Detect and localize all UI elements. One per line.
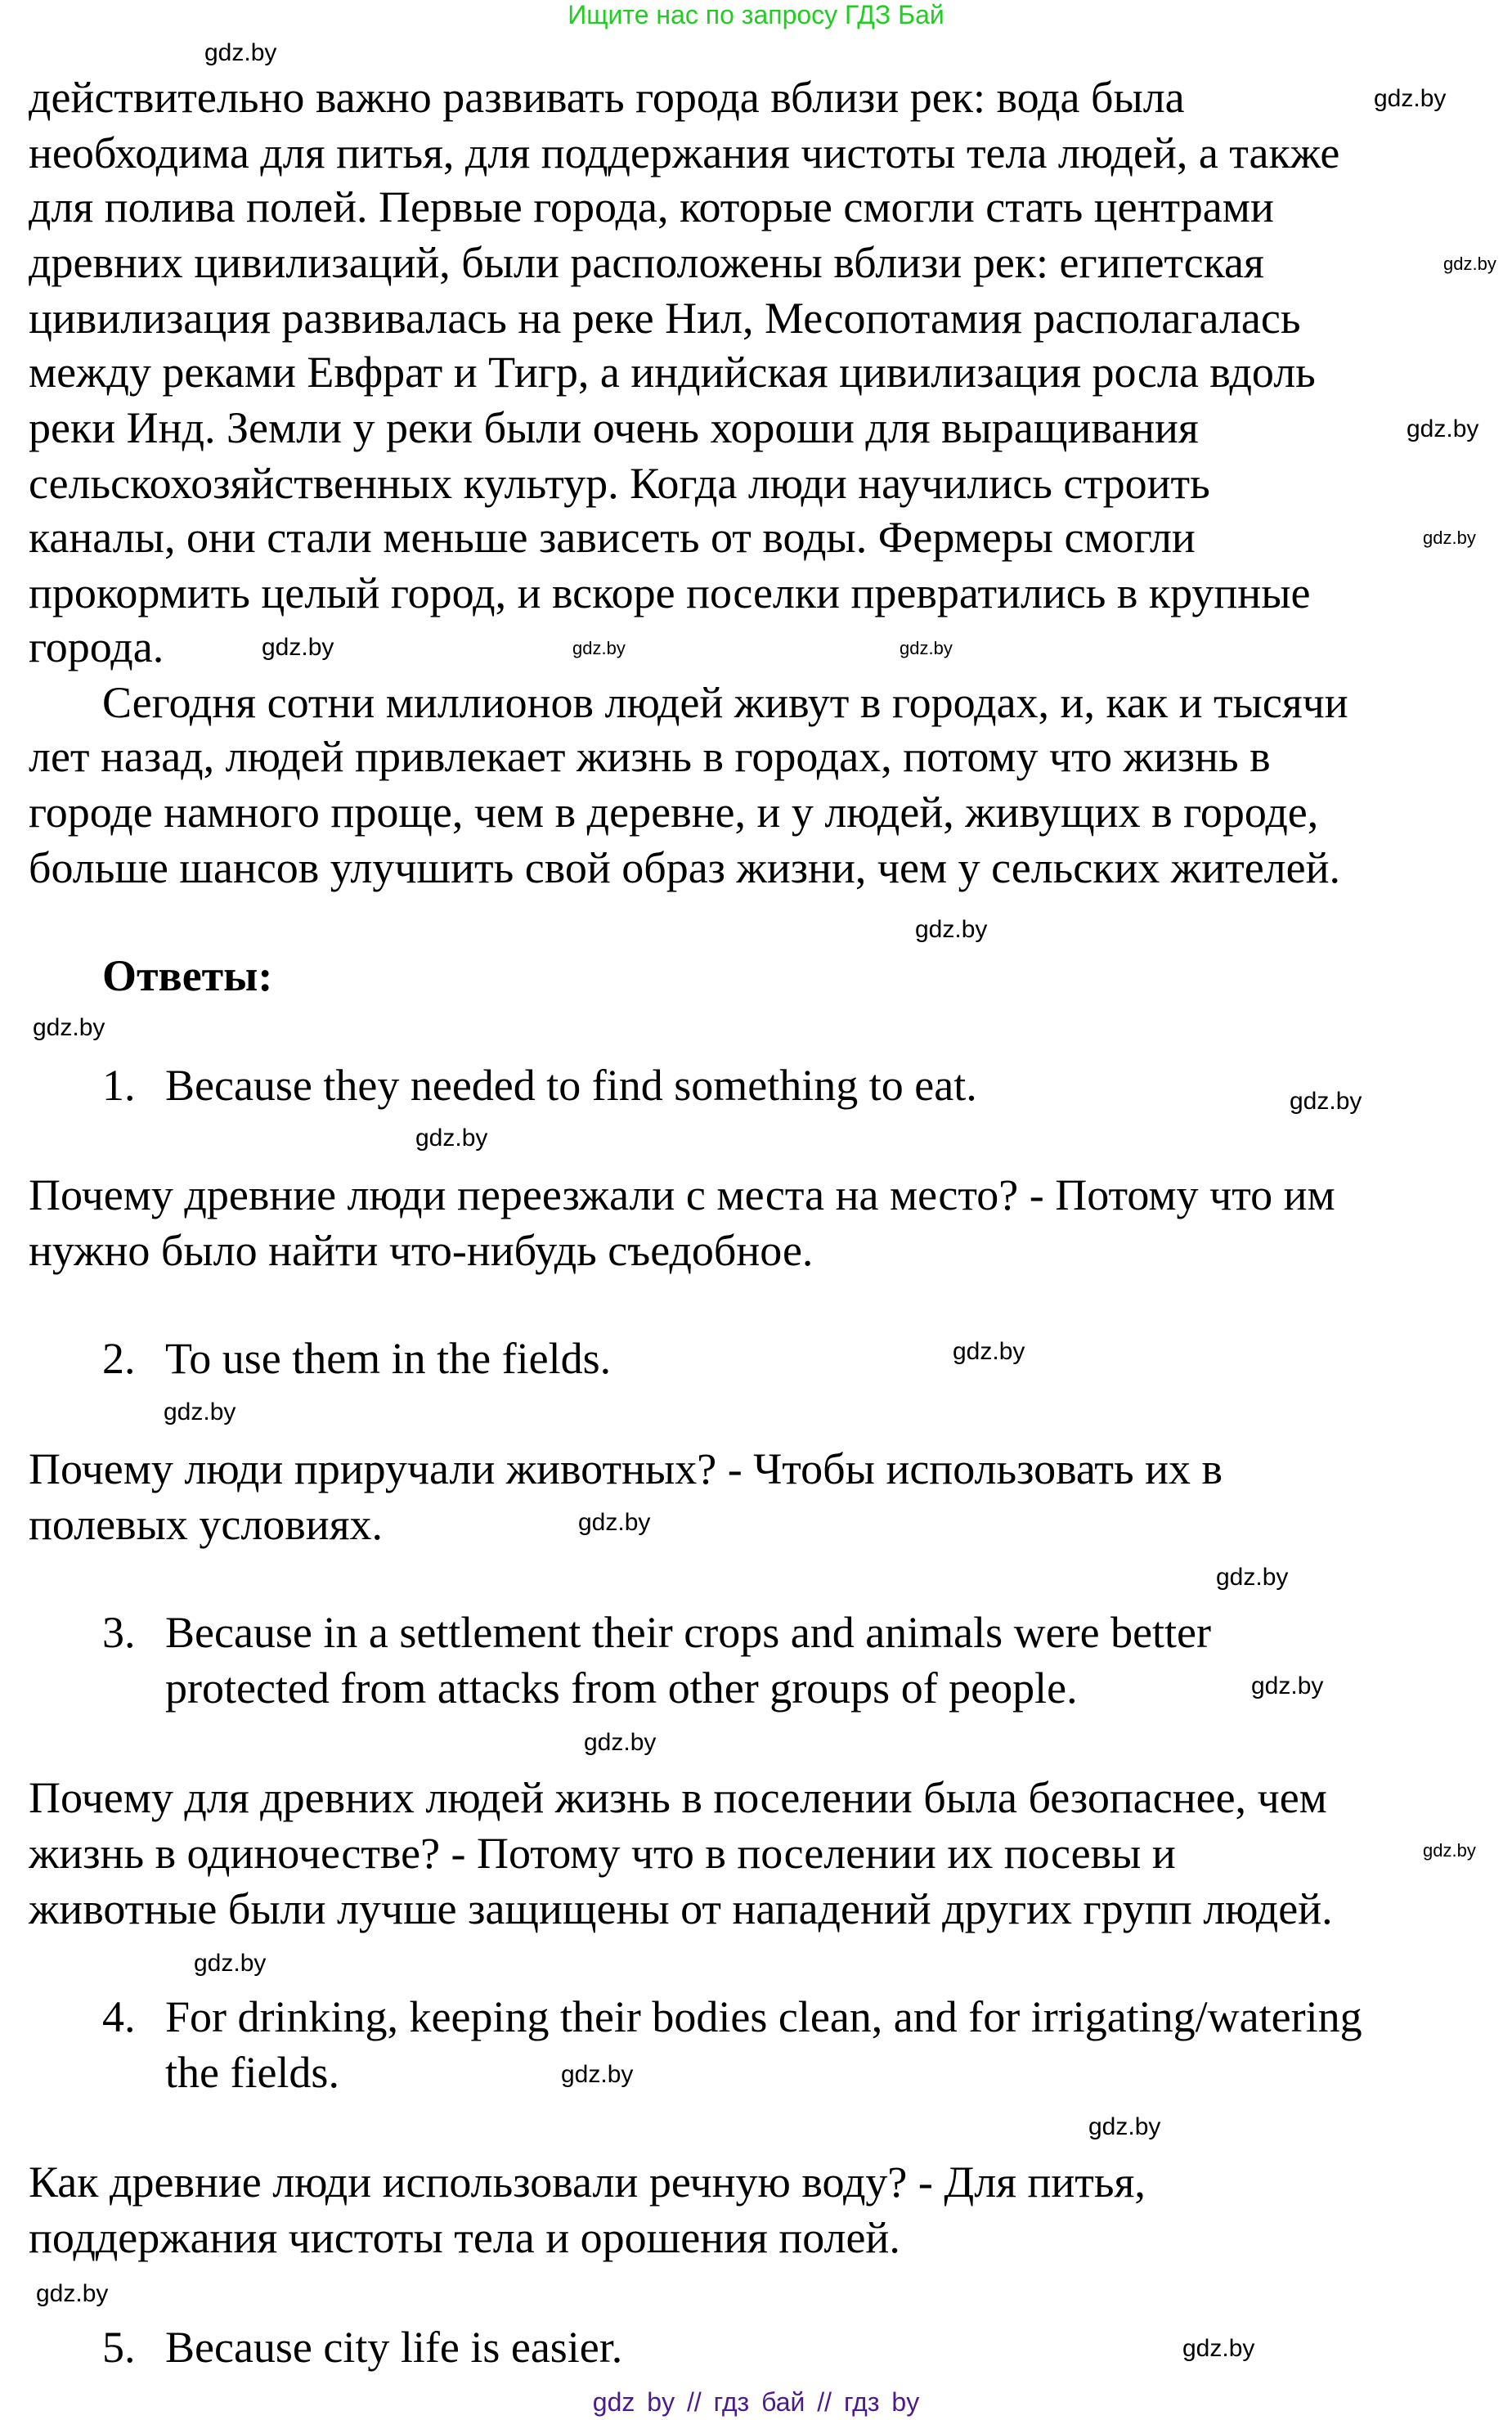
watermark: gdz.by: [164, 1399, 236, 1426]
watermark: gdz.by: [584, 1729, 657, 1756]
text-line: города.: [29, 622, 164, 671]
watermark: gdz.by: [953, 1338, 1025, 1365]
text-line: между реками Евфрат и Тигр, а индийская цивилизация росла вдоль: [29, 348, 1316, 397]
answer-english: To use them in the fields.: [165, 1334, 612, 1383]
text-line: действительно важно развивать города вблизи рек: вода была: [29, 73, 1185, 122]
answer-number: 1.: [102, 1061, 136, 1110]
text-line: каналы, они стали меньше зависеть от воды. Фермеры смогли: [29, 513, 1196, 562]
footer-links[interactable]: gdz by // гдз бай // гдз by: [592, 2387, 920, 2417]
text-line: необходима для питья, для поддержания чистоты тела людей, а также: [29, 128, 1340, 177]
watermark: gdz.by: [33, 1014, 105, 1041]
watermark: gdz.by: [572, 638, 626, 658]
text-line: прокормить целый город, и вскоре поселки превратились в крупные: [29, 568, 1311, 617]
watermark: gdz.by: [1407, 415, 1479, 442]
watermark: gdz.by: [1290, 1088, 1362, 1115]
answers-heading: Ответы:: [102, 951, 273, 1000]
watermark: gdz.by: [1374, 85, 1447, 112]
watermark: gdz.by: [1216, 1564, 1289, 1591]
answer-russian: нужно было найти что-нибудь съедобное.: [29, 1226, 814, 1275]
answer-russian: животные были лучше защищены от нападений других групп людей.: [29, 1884, 1333, 1933]
answer-number: 2.: [102, 1334, 136, 1383]
answer-russian: Почему для древних людей жизнь в поселении была безопаснее, чем: [29, 1773, 1327, 1822]
watermark: gdz.by: [36, 2280, 109, 2307]
watermark: gdz.by: [194, 1950, 267, 1977]
answer-number: 5.: [102, 2323, 136, 2372]
answer-number: 3.: [102, 1608, 136, 1657]
watermark: gdz.by: [1088, 2113, 1161, 2140]
text-line: реки Инд. Земли у реки были очень хороши для выращивания: [29, 403, 1199, 452]
text-line: городе намного проще, чем в деревне, и у людей, живущих в городе,: [29, 788, 1319, 837]
text-line: цивилизация развивалась на реке Нил, Месопотамия располагалась: [29, 294, 1301, 343]
answer-russian: поддержания чистоты тела и орошения полей.: [29, 2213, 900, 2262]
text-line: сельскохозяйственных культур. Когда люди научились строить: [29, 459, 1210, 508]
answer-russian: Почему древние люди переезжали с места на место? - Потому что им: [29, 1170, 1335, 1219]
text-line: лет назад, людей привлекает жизнь в городах, потому что жизнь в: [29, 732, 1271, 781]
watermark: gdz.by: [1423, 1840, 1476, 1861]
watermark: gdz.by: [1251, 1672, 1324, 1699]
watermark: gdz.by: [415, 1125, 488, 1152]
text-line: древних цивилизаций, были расположены вблизи рек: египетская: [29, 238, 1264, 287]
text-line: больше шансов улучшить свой образ жизни, чем у сельских жителей.: [29, 843, 1340, 892]
watermark: gdz.by: [578, 1509, 651, 1536]
answer-number: 4.: [102, 1992, 136, 2041]
header-banner: Ищите нас по запросу ГДЗ Бай: [568, 0, 944, 29]
watermark: gdz.by: [915, 916, 988, 943]
watermark: gdz.by: [1182, 2335, 1255, 2362]
watermark: gdz.by: [204, 39, 277, 66]
answer-english: Because they needed to find something to eat.: [165, 1061, 977, 1110]
watermark: gdz.by: [900, 638, 953, 658]
text-line: Сегодня сотни миллионов людей живут в городах, и, как и тысячи: [102, 678, 1348, 727]
answer-english: protected from attacks from other groups of people.: [165, 1663, 1078, 1713]
answer-russian: жизнь в одиночестве? - Потому что в поселении их посевы и: [29, 1829, 1176, 1878]
watermark: gdz.by: [1443, 254, 1496, 274]
answer-english: the fields.: [165, 2048, 339, 2097]
watermark: gdz.by: [1423, 528, 1476, 548]
answer-english: Because in a settlement their crops and animals were better: [165, 1608, 1211, 1657]
watermark: gdz.by: [561, 2061, 634, 2088]
watermark: gdz.by: [262, 634, 334, 661]
answer-english: Because city life is easier.: [165, 2323, 623, 2372]
text-line: для полива полей. Первые города, которые смогли стать центрами: [29, 182, 1274, 231]
answer-russian: Как древние люди использовали речную воду? - Для питья,: [29, 2157, 1146, 2207]
answer-russian: полевых условиях.: [29, 1500, 384, 1549]
answer-russian: Почему люди приручали животных? - Чтобы использовать их в: [29, 1444, 1223, 1493]
answer-english: For drinking, keeping their bodies clean, and for irrigating/watering: [165, 1992, 1362, 2041]
